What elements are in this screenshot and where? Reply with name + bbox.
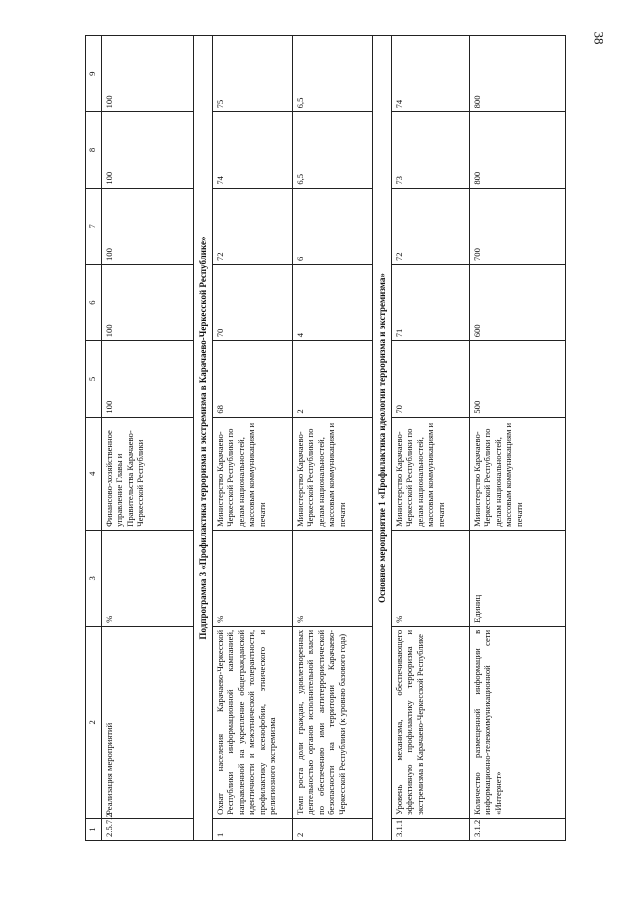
table-row (102, 36, 194, 841)
value-cell: 73 (392, 112, 470, 188)
value-cell: 100 (102, 264, 194, 340)
header-row (86, 36, 102, 841)
value-cell: 2 (293, 341, 373, 417)
section-row (194, 36, 213, 841)
value-cell: 500 (470, 341, 566, 417)
executor: Министерство Карачаево-Черкесской Республики по делам национальностей, массовым коммуникациям и печати (293, 417, 373, 530)
header-cell: 3 (86, 530, 102, 626)
indicator-name: Охват населения Карачаево-Черкесской Республики информационной кампанией, направленной на укрепление общегражданской идентичности и межэтнической толерантности, профилактику ксенофобии, этнического и религиозного экстремизма (213, 626, 293, 818)
table-row (470, 36, 566, 841)
value-cell: 71 (392, 264, 470, 340)
unit: % (213, 530, 293, 626)
indicators-table (85, 35, 566, 841)
header-cell: 9 (86, 36, 102, 112)
unit: % (293, 530, 373, 626)
value-cell: 70 (392, 341, 470, 417)
header-cell: 4 (86, 417, 102, 530)
row-number: 2.5.7.2 (102, 818, 194, 840)
value-cell: 75 (213, 36, 293, 112)
value-cell: 74 (392, 36, 470, 112)
row-number: 3.1.1 (392, 818, 470, 840)
value-cell: 6 (293, 188, 373, 264)
value-cell: 4 (293, 264, 373, 340)
indicator-name: Количество размещенной информации в информационно-телекоммуникационной сети «Интернет» (470, 626, 566, 818)
value-cell: 700 (470, 188, 566, 264)
header-cell: 7 (86, 188, 102, 264)
value-cell: 74 (213, 112, 293, 188)
header-cell: 5 (86, 341, 102, 417)
value-cell: 100 (102, 188, 194, 264)
header-cell: 8 (86, 112, 102, 188)
header-cell: 2 (86, 626, 102, 818)
table-row (213, 36, 293, 841)
value-cell: 600 (470, 264, 566, 340)
indicator-name: Реализация мероприятий (102, 626, 194, 818)
table-row (392, 36, 470, 841)
value-cell: 6,5 (293, 112, 373, 188)
value-cell: 800 (470, 112, 566, 188)
value-cell: 800 (470, 36, 566, 112)
executor: Министерство Карачаево-Черкесской Республики по делам национальностей, массовым коммуникациям и печати (470, 417, 566, 530)
header-cell: 6 (86, 264, 102, 340)
unit: % (392, 530, 470, 626)
section-title: Подпрограмма 3 «Профилактика терроризма и экстремизма в Карачаево-Черкесской Республике» (194, 36, 213, 841)
section-row (373, 36, 392, 841)
value-cell: 100 (102, 341, 194, 417)
section-title: Основное мероприятие 1 «Профилактика идеологии терроризма и экстремизма» (373, 36, 392, 841)
value-cell: 100 (102, 112, 194, 188)
page-number: 38 (591, 31, 607, 45)
indicator-name: Темп роста доли граждан, удовлетворенных деятельностью органов исполнительной власти по обеспечению ими антитеррористической безопасности на территории Карачаево-Черкесской Республики (к уровню базового года) (293, 626, 373, 818)
indicator-name: Уровень механизма, обеспечивающего эффективную профилактику терроризма и экстремизма в Карачаево-Черкесской Республике (392, 626, 470, 818)
value-cell: 72 (213, 188, 293, 264)
value-cell: 6,5 (293, 36, 373, 112)
value-cell: 72 (392, 188, 470, 264)
row-number: 1 (213, 818, 293, 840)
unit: Единиц (470, 530, 566, 626)
header-cell: 1 (86, 818, 102, 840)
row-number: 3.1.2 (470, 818, 566, 840)
value-cell: 70 (213, 264, 293, 340)
value-cell: 100 (102, 36, 194, 112)
value-cell: 68 (213, 341, 293, 417)
executor: Министерство Карачаево-Черкесской Республики по делам национальностей, массовым коммуникациям и печати (213, 417, 293, 530)
executor: Министерство Карачаево-Черкесской Республики по делам национальностей, массовым коммуникациям и печати (392, 417, 470, 530)
executor: Финансово-хозяйственное управление Главы и Правительства Карачаево-Черкесской Республики (102, 417, 194, 530)
table-row (293, 36, 373, 841)
unit: % (102, 530, 194, 626)
row-number: 2 (293, 818, 373, 840)
rotated-table-container (85, 35, 561, 841)
